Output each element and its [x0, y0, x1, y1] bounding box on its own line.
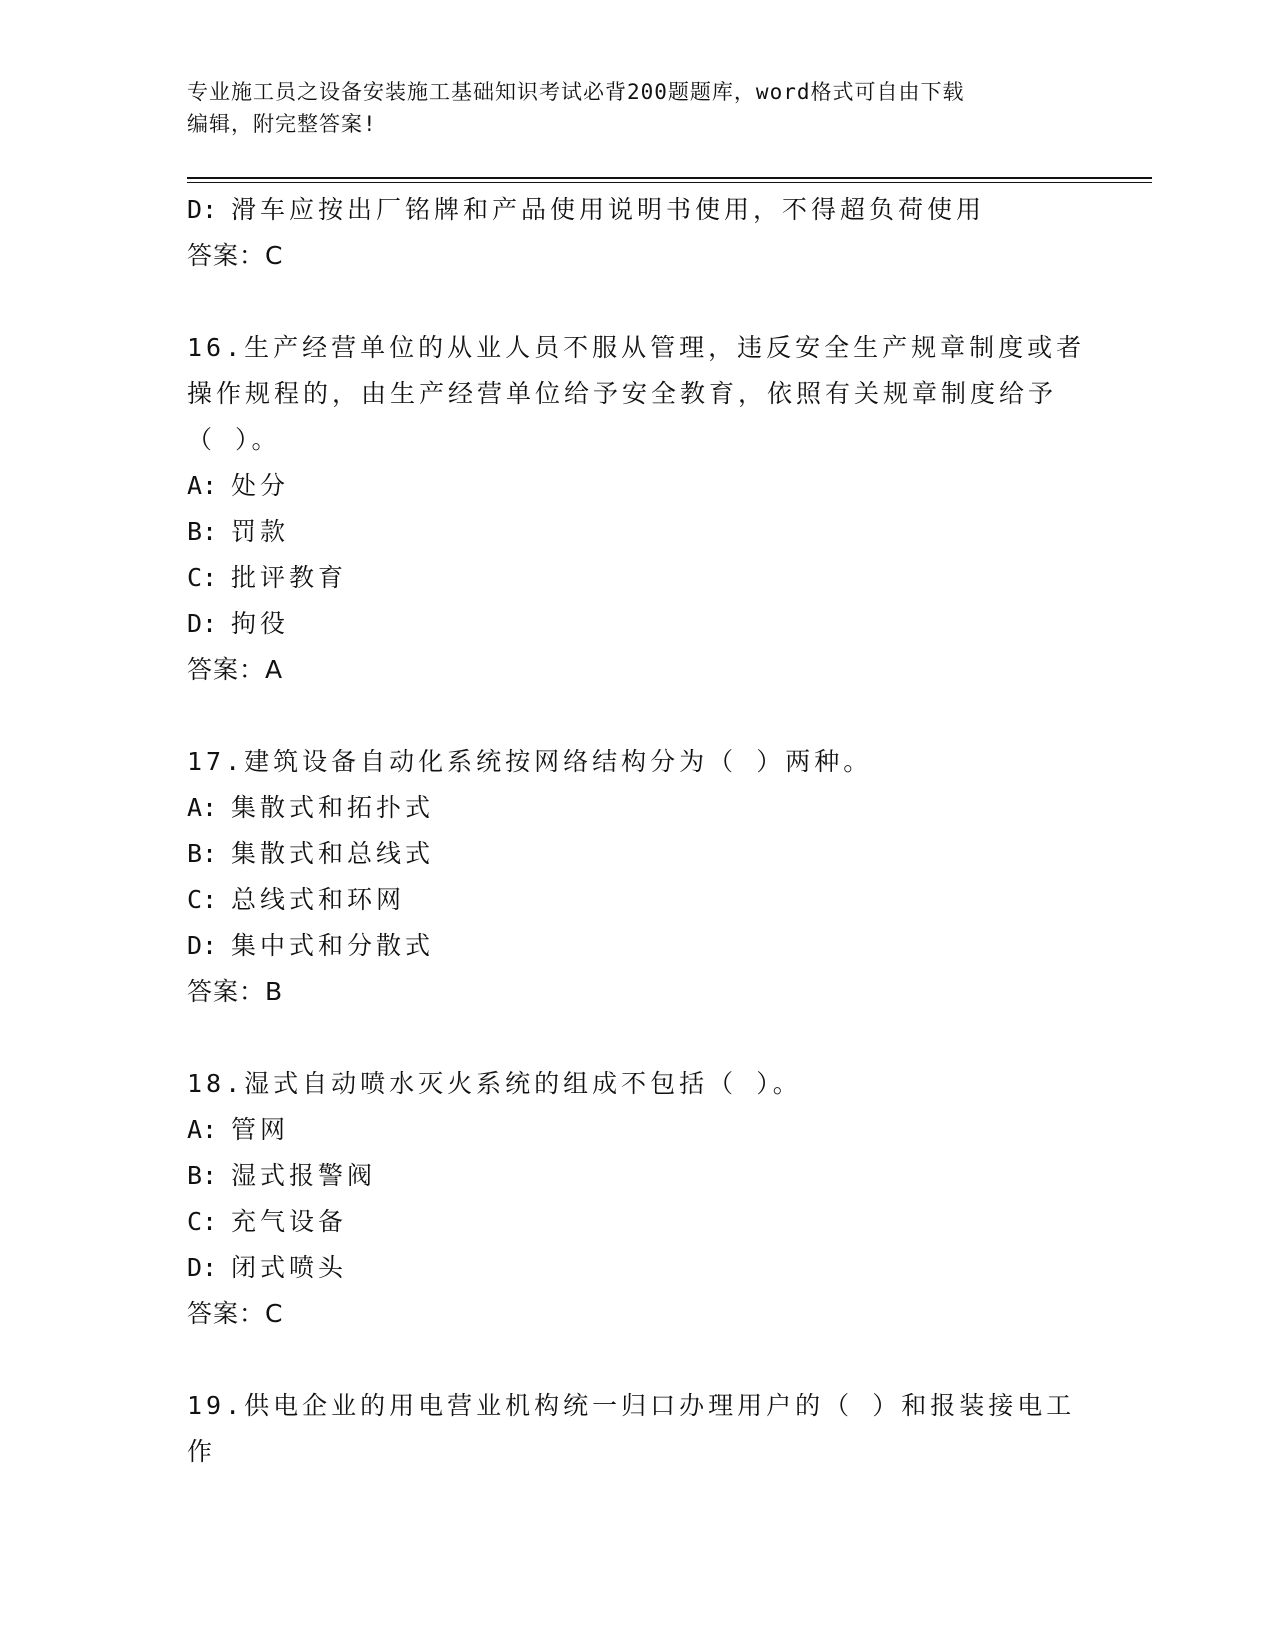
option-c [187, 877, 1087, 923]
option-text: 拘役 [231, 609, 290, 638]
option-text: 闭式喷头 [231, 1253, 348, 1282]
option-c [187, 1199, 1087, 1245]
question-16 [187, 325, 1087, 693]
option-d [187, 923, 1087, 969]
header-divider-thin [187, 182, 1152, 183]
option-text: 湿式报警阀 [231, 1161, 377, 1190]
option-label: D: [187, 1253, 218, 1282]
option-label: A: [187, 471, 218, 500]
option-a [187, 785, 1087, 831]
header-divider-thick [187, 177, 1152, 179]
option-text: 集中式和分散式 [231, 931, 435, 960]
option-b [187, 1153, 1087, 1199]
header-title-line-2: 编辑，附完整答案! [187, 112, 377, 136]
option-label: D: [187, 195, 218, 224]
option-label: B: [187, 839, 218, 868]
question-stem: 作 [187, 1437, 217, 1466]
option-label: B: [187, 517, 218, 546]
header-title-line-1: 专业施工员之设备安装施工基础知识考试必背200题题库，word格式可自由下载 [187, 80, 965, 104]
question-15-tail [187, 187, 1087, 279]
question-18 [187, 1061, 1087, 1337]
option-label: C: [187, 885, 218, 914]
option-d [187, 601, 1087, 647]
spacer [187, 1015, 1087, 1061]
option-text: 管网 [231, 1115, 290, 1144]
option-text: 总线式和环网 [231, 885, 406, 914]
option-label: A: [187, 1115, 218, 1144]
option-text: 罚款 [231, 517, 290, 546]
option-b [187, 509, 1087, 555]
option-d [187, 1245, 1087, 1291]
question-list [187, 187, 1087, 1475]
question-stem: 18.湿式自动喷水灭火系统的组成不包括（ ）。 [187, 1069, 802, 1098]
option-label: D: [187, 609, 218, 638]
option-text: 滑车应按出厂铭牌和产品使用说明书使用，不得超负荷使用 [231, 195, 986, 224]
question-17 [187, 739, 1087, 1015]
question-stem: （ ）。 [187, 425, 281, 454]
question-stem: 操作规程的，由生产经营单位给予安全教育，依照有关规章制度给予 [187, 379, 1058, 408]
question-19 [187, 1383, 1087, 1475]
question-stem: 17.建筑设备自动化系统按网络结构分为（ ）两种。 [187, 747, 873, 776]
spacer [187, 693, 1087, 739]
option-text: 集散式和拓扑式 [231, 793, 435, 822]
option-text: 充气设备 [231, 1207, 348, 1236]
option-text: 批评教育 [231, 563, 348, 592]
answer-line: 答案：A [187, 655, 284, 684]
option-a [187, 1107, 1087, 1153]
spacer [187, 1337, 1087, 1383]
answer-line: 答案：C [187, 241, 284, 270]
answer-line: 答案：B [187, 977, 284, 1006]
option-label: D: [187, 931, 218, 960]
question-stem: 19.供电企业的用电营业机构统一归口办理用户的（ ）和报装接电工 [187, 1391, 1076, 1420]
spacer [187, 279, 1087, 325]
answer-line: 答案：C [187, 1299, 284, 1328]
document-header [187, 76, 1067, 140]
option-label: C: [187, 563, 218, 592]
option-c [187, 555, 1087, 601]
option-d [187, 187, 1087, 233]
option-text: 处分 [231, 471, 290, 500]
option-b [187, 831, 1087, 877]
option-label: C: [187, 1207, 218, 1236]
option-label: B: [187, 1161, 218, 1190]
option-text: 集散式和总线式 [231, 839, 435, 868]
option-a [187, 463, 1087, 509]
option-label: A: [187, 793, 218, 822]
question-stem: 16.生产经营单位的从业人员不服从管理，违反安全生产规章制度或者 [187, 333, 1086, 362]
